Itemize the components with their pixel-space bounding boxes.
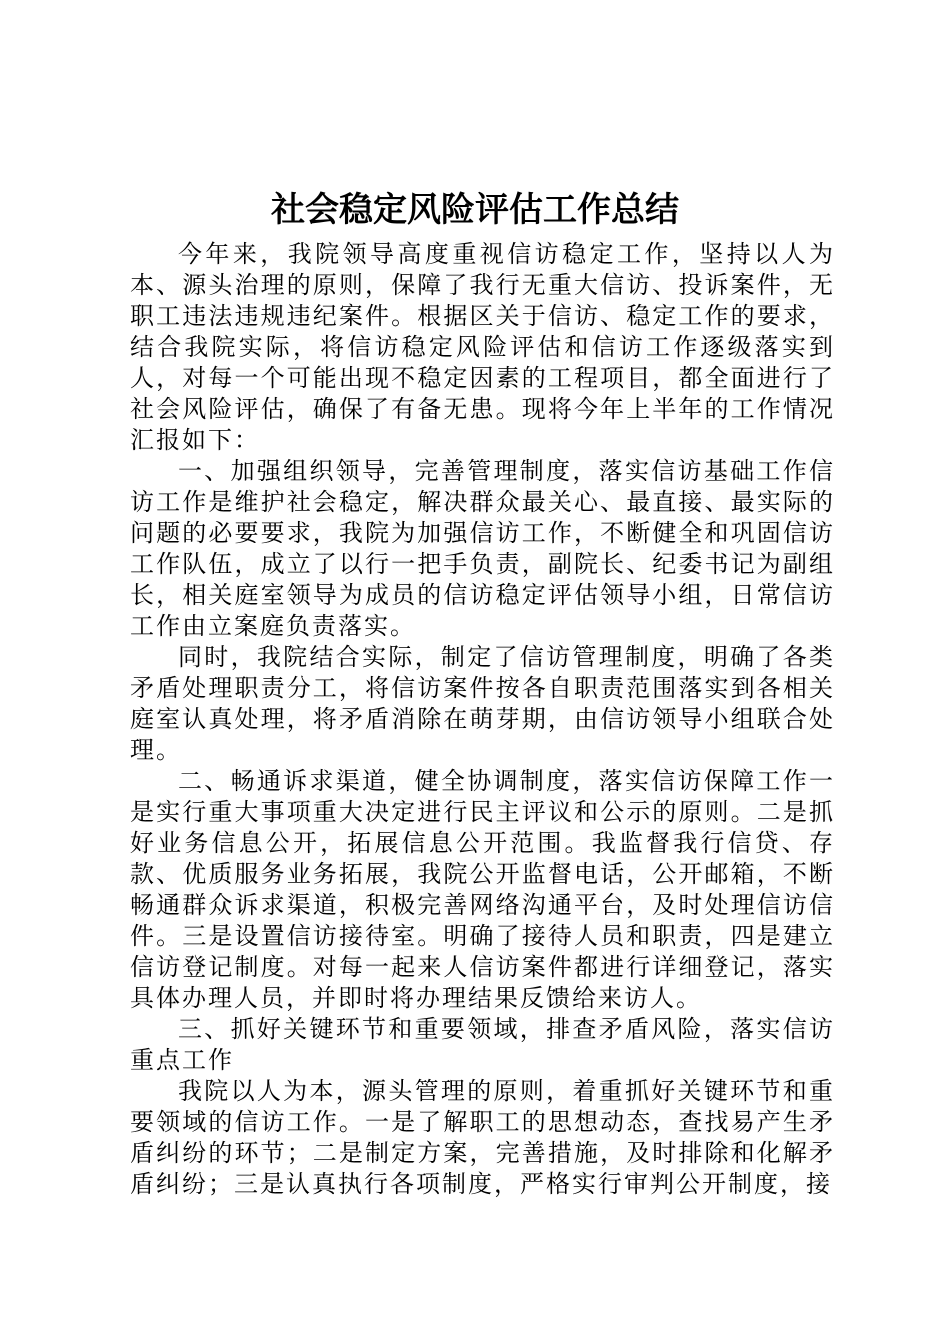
paragraph-section-three-body: 我院以人为本，源头管理的原则，着重抓好关键环节和重要领域的信访工作。一是了解职工的思想动态，查找易产生矛盾纠纷的环节；二是制定方案，完善措施，及时排除和化解矛盾纠纷；三是认真执行各项制度，严格实行审判公开制度，接 — [130, 1077, 835, 1198]
paragraph-section-one-continued: 同时，我院结合实际，制定了信访管理制度，明确了各类矛盾处理职责分工，将信访案件按各自职责范围落实到各相关庭室认真处理，将矛盾消除在萌芽期，由信访领导小组联合处理。 — [130, 643, 835, 764]
paragraph-intro: 今年来，我院领导高度重视信访稳定工作，坚持以人为本、源头治理的原则，保障了我行无重大信访、投诉案件，无职工违法违规违纪案件。根据区关于信访、稳定工作的要求，结合我院实际，将信访稳定风险评估和信访工作逐级落实到人，对每一个可能出现不稳定因素的工程项目，都全面进行了社会风险评估，确保了有备无患。现将今年上半年的工作情况汇报如下： — [130, 240, 835, 454]
paragraph-section-one: 一、加强组织领导，完善管理制度，落实信访基础工作信访工作是维护社会稳定，解决群众最关心、最直接、最实际的问题的必要要求，我院为加强信访工作，不断健全和巩固信访工作队伍，成立了以行一把手负责，副院长、纪委书记为副组长，相关庭室领导为成员的信访稳定评估领导小组，日常信访工作由立案庭负责落实。 — [130, 457, 835, 640]
paragraph-section-three-heading: 三、抓好关键环节和重要领域，排查矛盾风险，落实信访重点工作 — [130, 1015, 835, 1074]
paragraph-section-two: 二、畅通诉求渠道，健全协调制度，落实信访保障工作一是实行重大事项重大决定进行民主评议和公示的原则。二是抓好业务信息公开，拓展信息公开范围。我监督我行信贷、存款、优质服务业务拓展，我院公开监督电话，公开邮箱，不断畅通群众诉求渠道，积极完善网络沟通平台，及时处理信访信件。三是设置信访接待室。明确了接待人员和职责，四是建立信访登记制度。对每一起来人信访案件都进行详细登记，落实具体办理人员，并即时将办理结果反馈给来访人。 — [130, 767, 835, 1012]
document-body — [130, 239, 835, 1200]
document-title: 社会稳定风险评估工作总结 — [271, 190, 679, 230]
